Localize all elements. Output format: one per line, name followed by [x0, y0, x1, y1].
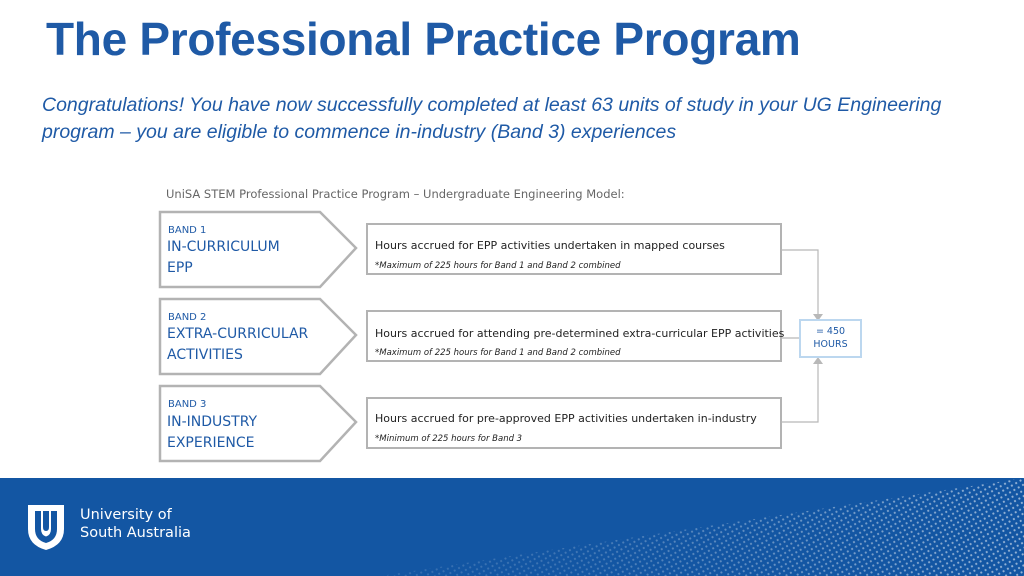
band-3-name-line1: IN-INDUSTRY: [167, 414, 258, 430]
university-name-line1: University of: [80, 507, 172, 523]
band-1-row: [160, 212, 781, 287]
band-1-label: BAND 1: [168, 225, 207, 236]
total-hours-line2: HOURS: [813, 339, 848, 350]
band-1-hours-text: Hours accrued for EPP activities undertaken in mapped courses: [375, 239, 725, 252]
unisa-shield-icon: [26, 503, 66, 551]
band-2-name-line1: EXTRA-CURRICULAR: [167, 326, 309, 342]
university-name-line2: South Australia: [80, 525, 191, 541]
band-1-name-line1: IN-CURRICULUM: [167, 239, 280, 255]
band-3-connector: [781, 362, 818, 422]
band-2-note: *Maximum of 225 hours for Band 1 and Band 2 combined: [375, 348, 621, 358]
band-3-label: BAND 3: [168, 399, 207, 410]
band-3-row: [160, 386, 781, 461]
arrow-up-icon: [813, 357, 823, 364]
band-3-hours-text: Hours accrued for pre-approved EPP activities undertaken in-industry: [375, 412, 757, 425]
total-hours-line1: = 450: [815, 326, 846, 337]
band-1-connector: [781, 250, 818, 316]
diagram-heading: UniSA STEM Professional Practice Program – Undergraduate Engineering Model:: [166, 187, 625, 201]
band-3-note: *Minimum of 225 hours for Band 3: [375, 434, 523, 444]
band-1-note: *Maximum of 225 hours for Band 1 and Band 2 combined: [375, 261, 621, 271]
band-2-hours-text: Hours accrued for attending pre-determined extra-curricular EPP activities: [375, 327, 785, 340]
band-2-name-line2: ACTIVITIES: [167, 347, 243, 363]
university-name: [80, 506, 191, 542]
band-3-name-line2: EXPERIENCE: [167, 435, 255, 451]
band-2-label: BAND 2: [168, 312, 207, 323]
band-2-row: [160, 299, 785, 374]
band-1-name-line2: EPP: [167, 260, 193, 276]
slide-title: The Professional Practice Program: [46, 13, 801, 65]
intro-text: Congratulations! You have now successfully completed at least 63 units of study in your UG Engineering program – you are eligible to commence in-industry (Band 3) experiences: [42, 94, 942, 143]
